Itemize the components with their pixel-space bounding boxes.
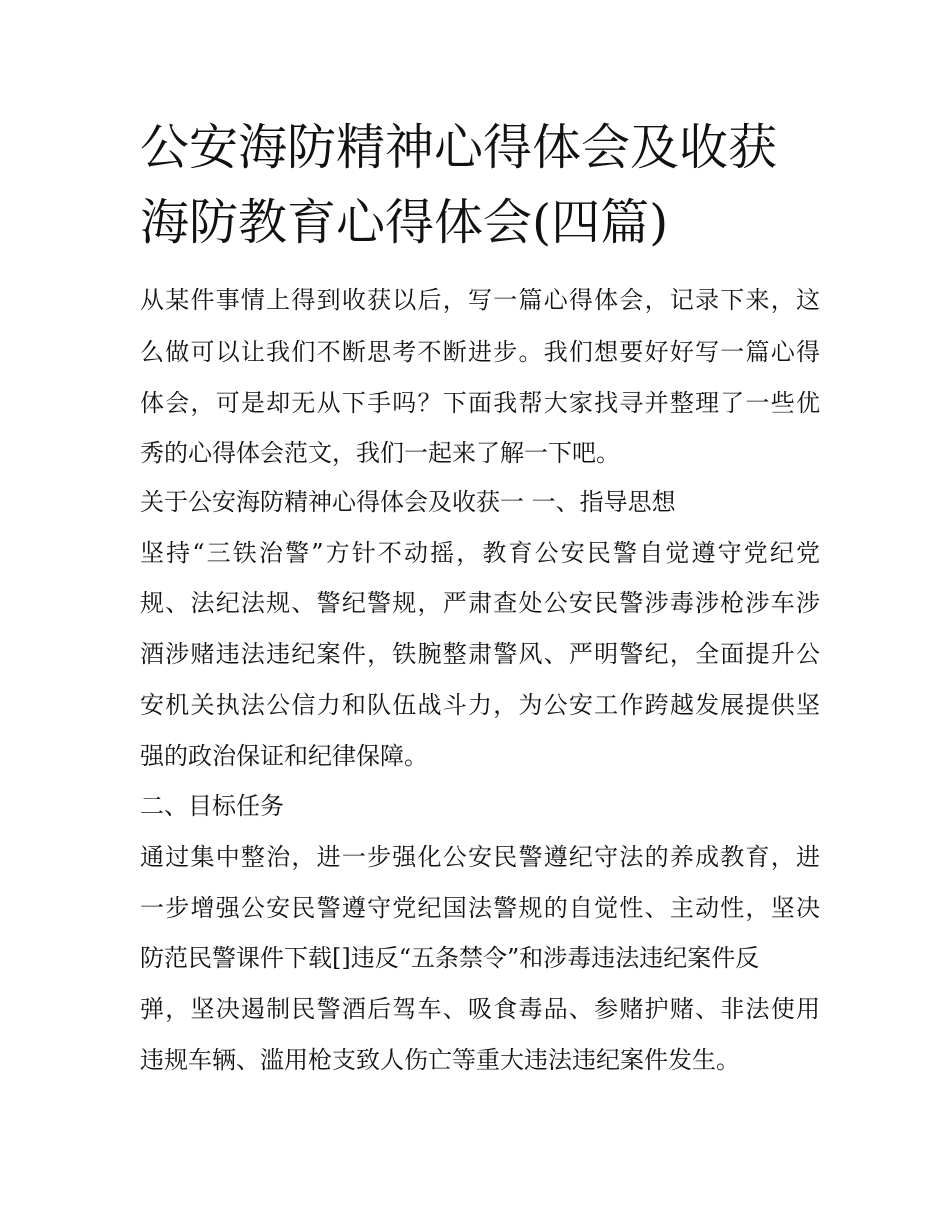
body-line: 安机关执法公信力和队伍战斗力，为公安工作跨越发展提供坚 — [140, 691, 820, 719]
body-line: 防范民警课件下载[]违反“五条禁令”和涉毒违法违纪案件反 — [140, 944, 760, 972]
document-title-line-2: 海防教育心得体会(四篇) — [140, 194, 669, 251]
section-heading: 二、目标任务 — [140, 792, 284, 820]
body-line: 秀的心得体会范文，我们一起来了解一下吧。 — [140, 439, 620, 467]
body-line: 从某件事情上得到收获以后，写一篇心得体会，记录下来，这 — [140, 286, 820, 314]
body-line: 酒涉赌违法违纪案件，铁腕整肃警风、严明警纪，全面提升公 — [140, 640, 820, 668]
body-line: 一步增强公安民警遵守党纪国法警规的自觉性、主动性，坚决 — [140, 894, 820, 922]
body-line: 体会，可是却无从下手吗？下面我帮大家找寻并整理了一些优 — [140, 389, 820, 417]
body-line: 通过集中整治，进一步强化公安民警遵纪守法的养成教育，进 — [140, 843, 820, 871]
body-line: 违规车辆、滥用枪支致人伤亡等重大违法违纪案件发生。 — [140, 1046, 740, 1074]
section-heading: 关于公安海防精神心得体会及收获一 一、指导思想 — [140, 488, 676, 516]
document-title-line-1: 公安海防精神心得体会及收获 — [140, 119, 778, 176]
body-line: 坚持“三铁治警”方针不动摇，教育公安民警自觉遵守党纪党 — [140, 539, 820, 567]
body-line: 规、法纪法规、警纪警规，严肃查处公安民警涉毒涉枪涉车涉 — [140, 589, 820, 617]
body-line: 么做可以让我们不断思考不断进步。我们想要好好写一篇心得 — [140, 338, 820, 366]
body-line: 强的政治保证和纪律保障。 — [140, 742, 428, 770]
body-line: 弹，坚决遏制民警酒后驾车、吸食毒品、参赌护赌、非法使用 — [140, 995, 820, 1023]
